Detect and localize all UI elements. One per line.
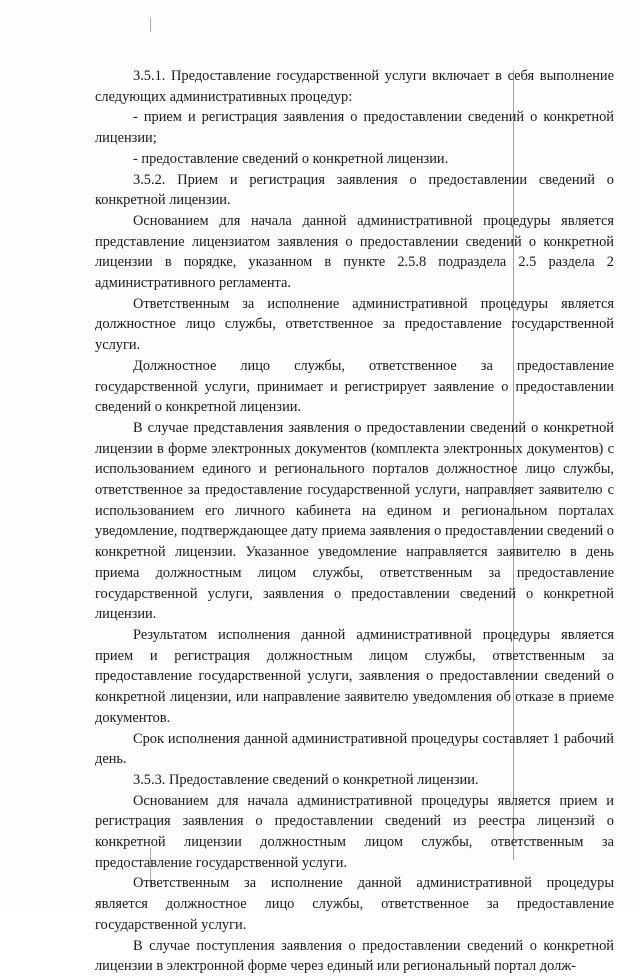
paragraph-3-5-2: 3.5.2. Прием и регистрация заявления о предоставлении сведений о конкретной лицензии.	[95, 171, 614, 209]
paragraph-term: Срок исполнения данной административной процедуры составляет 1 рабочий день.	[95, 730, 614, 768]
scan-speck	[150, 18, 151, 32]
paragraph-basis-2: Основанием для начала административной процедуры является прием и регистрация заявления о предоставлении сведений из реестра лицензий о конкретной лицензии должностным лицом службы, ответственным за предоставление государственной услуги.	[95, 792, 614, 871]
paragraph-electronic-2: В случае поступления заявления о предоставлении сведений о конкретной лицензии в электронной форме через единый или региональный портал долж-	[95, 937, 614, 975]
paragraph-responsible-2: Ответственным за исполнение данной административной процедуры является должностное лицо службы, ответственное за предоставление государственной услуги.	[95, 875, 614, 933]
paragraph-electronic: В случае представления заявления о предоставлении сведений о конкретной лицензии в форме электронных документов (комплекта электронных документов) с использованием единого и регионального порталов должностное лицо службы, ответственное за предоставление государственной услуги, направляет заявителю с использованием его личного кабинета на едином и региональном порталах уведомление, подтверждающее дату приема заявления о предоставлении сведений о конкретной лицензии. Указанное уведомление направляется заявителю в день приема должностным лицом службы, ответственным за предоставление государственной услуги, заявления о предоставлении сведений о конкретной лицензии.	[95, 419, 614, 623]
paragraph-result: Результатом исполнения данной административной процедуры является прием и регистрация должностным лицом службы, ответственным за предоставление государственной услуги, заявления о предоставлении сведений о конкретной лицензии, или направление заявителю уведомления об отказе в приеме документов.	[95, 626, 614, 726]
paragraph-3-5-3: 3.5.3. Предоставление сведений о конкретной лицензии.	[133, 771, 479, 788]
list-item-provision: - предоставление сведений о конкретной лицензии.	[133, 150, 449, 167]
document-body	[95, 66, 614, 977]
paragraph-responsible: Ответственным за исполнение административной процедуры является должностное лицо службы, ответственное за предоставление государственной услуги.	[95, 295, 614, 354]
paragraph-3-5-1: 3.5.1. Предоставление государственной услуги включает в себя выполнение следующих административных процедур:	[95, 68, 614, 105]
paragraph-official: Должностное лицо службы, ответственное за предоставление государственной услуги, принимает и регистрирует заявление о предоставлении сведений о конкретной лицензии.	[95, 357, 614, 416]
paragraph-basis: Основанием для начала данной административной процедуры является представление лицензиатом заявления о предоставлении сведений о конкретной лицензии в порядке, указанном в пункте 2.5.8 подраздела 2.5 раздела 2 административного регламента.	[95, 212, 614, 292]
list-item-reception: - прием и регистрация заявления о предоставлении сведений о конкретной лицензии;	[95, 109, 614, 147]
